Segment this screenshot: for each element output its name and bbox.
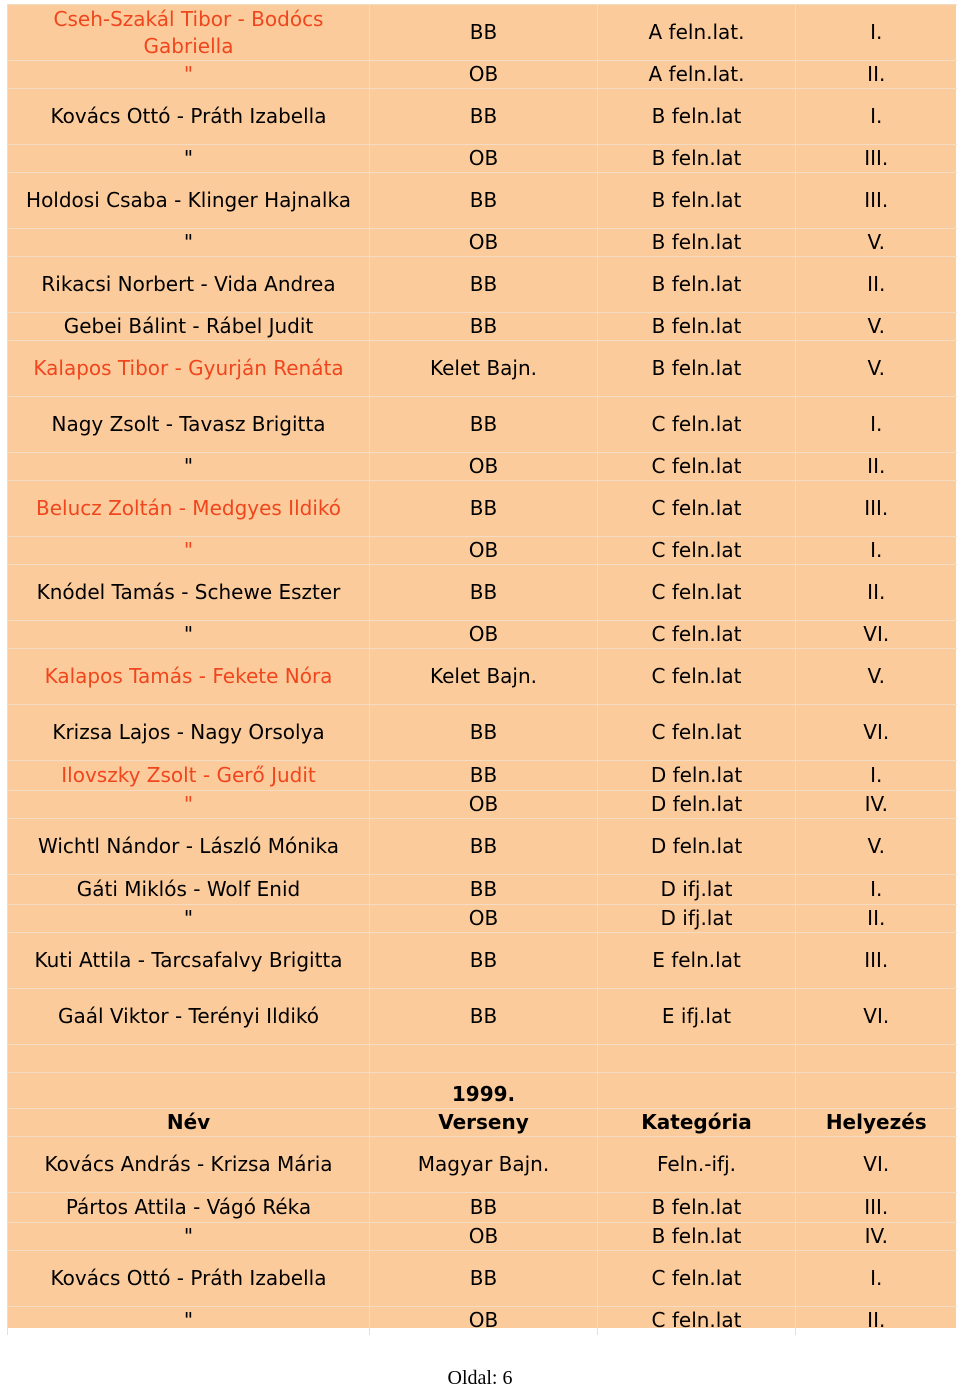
table-row bbox=[8, 875, 957, 905]
couple-name-cell: Gaál Viktor - Terényi Ildikó bbox=[8, 989, 370, 1045]
spacer-row bbox=[8, 1045, 957, 1073]
table-row bbox=[8, 1251, 957, 1307]
placement-cell: II. bbox=[796, 1307, 957, 1335]
category-cell: B feln.lat bbox=[598, 229, 796, 257]
couple-name-cell: Gebei Bálint - Rábel Judit bbox=[8, 313, 370, 341]
couple-name-cell: Gáti Miklós - Wolf Enid bbox=[8, 875, 370, 905]
category-cell: C feln.lat bbox=[598, 1307, 796, 1335]
table-row bbox=[8, 257, 957, 313]
couple-name-cell: Krizsa Lajos - Nagy Orsolya bbox=[8, 705, 370, 761]
placement-cell: I. bbox=[796, 5, 957, 61]
category-cell: B feln.lat bbox=[598, 1193, 796, 1223]
placement-cell: III. bbox=[796, 481, 957, 537]
year-row bbox=[8, 1073, 957, 1109]
placement-cell: V. bbox=[796, 229, 957, 257]
header-placement: Helyezés bbox=[796, 1109, 957, 1137]
page-footer: Oldal: 6 bbox=[447, 1367, 513, 1389]
header-row bbox=[8, 1109, 957, 1137]
couple-name-cell: " bbox=[8, 453, 370, 481]
table-row bbox=[8, 537, 957, 565]
category-cell: Feln.-ifj. bbox=[598, 1137, 796, 1193]
category-cell: C feln.lat bbox=[598, 621, 796, 649]
table-row bbox=[8, 1307, 957, 1335]
competition-cell: BB bbox=[370, 819, 598, 875]
table-row bbox=[8, 649, 957, 705]
header-name: Név bbox=[8, 1109, 370, 1137]
results-table bbox=[7, 4, 957, 1335]
placement-cell: II. bbox=[796, 453, 957, 481]
couple-name-cell: Nagy Zsolt - Tavasz Brigitta bbox=[8, 397, 370, 453]
table-row bbox=[8, 89, 957, 145]
category-cell: E ifj.lat bbox=[598, 989, 796, 1045]
couple-name-cell: " bbox=[8, 229, 370, 257]
competition-cell: OB bbox=[370, 229, 598, 257]
table-row bbox=[8, 453, 957, 481]
couple-name-cell: Knódel Tamás - Schewe Eszter bbox=[8, 565, 370, 621]
placement-cell: II. bbox=[796, 905, 957, 933]
placement-cell: I. bbox=[796, 89, 957, 145]
couple-name-cell: Kuti Attila - Tarcsafalvy Brigitta bbox=[8, 933, 370, 989]
header-category: Kategória bbox=[598, 1109, 796, 1137]
table-row bbox=[8, 61, 957, 89]
placement-cell: V. bbox=[796, 819, 957, 875]
competition-cell: BB bbox=[370, 933, 598, 989]
competition-cell: Kelet Bajn. bbox=[370, 649, 598, 705]
couple-name-cell: " bbox=[8, 61, 370, 89]
competition-cell: BB bbox=[370, 761, 598, 791]
placement-cell: III. bbox=[796, 933, 957, 989]
category-cell: C feln.lat bbox=[598, 1251, 796, 1307]
year-heading: 1999. bbox=[370, 1073, 598, 1109]
category-cell: C feln.lat bbox=[598, 649, 796, 705]
table-row bbox=[8, 565, 957, 621]
table-row bbox=[8, 761, 957, 791]
category-cell: C feln.lat bbox=[598, 397, 796, 453]
category-cell: B feln.lat bbox=[598, 313, 796, 341]
table-row bbox=[8, 145, 957, 173]
placement-cell: I. bbox=[796, 397, 957, 453]
category-cell: B feln.lat bbox=[598, 341, 796, 397]
category-cell: C feln.lat bbox=[598, 705, 796, 761]
competition-cell: BB bbox=[370, 1251, 598, 1307]
competition-cell: BB bbox=[370, 313, 598, 341]
couple-name-cell: " bbox=[8, 791, 370, 819]
couple-name-cell: Kovács Ottó - Práth Izabella bbox=[8, 89, 370, 145]
competition-cell: BB bbox=[370, 173, 598, 229]
couple-name-cell: Cseh-Szakál Tibor - Bodócs Gabriella bbox=[8, 5, 370, 61]
placement-cell: V. bbox=[796, 341, 957, 397]
table-row bbox=[8, 1137, 957, 1193]
category-cell: B feln.lat bbox=[598, 145, 796, 173]
table-row bbox=[8, 229, 957, 257]
table-row bbox=[8, 313, 957, 341]
placement-cell: II. bbox=[796, 565, 957, 621]
competition-cell: BB bbox=[370, 481, 598, 537]
couple-name-cell: Holdosi Csaba - Klinger Hajnalka bbox=[8, 173, 370, 229]
table-row bbox=[8, 341, 957, 397]
table-row bbox=[8, 481, 957, 537]
category-cell: D feln.lat bbox=[598, 761, 796, 791]
couple-name-cell: Kalapos Tamás - Fekete Nóra bbox=[8, 649, 370, 705]
placement-cell: I. bbox=[796, 761, 957, 791]
competition-cell: OB bbox=[370, 791, 598, 819]
competition-cell: Magyar Bajn. bbox=[370, 1137, 598, 1193]
placement-cell: IV. bbox=[796, 1223, 957, 1251]
couple-name-cell: " bbox=[8, 905, 370, 933]
couple-name-cell: " bbox=[8, 1223, 370, 1251]
header-competition: Verseny bbox=[370, 1109, 598, 1137]
category-cell: B feln.lat bbox=[598, 89, 796, 145]
couple-name-cell: " bbox=[8, 621, 370, 649]
table-row bbox=[8, 621, 957, 649]
placement-cell: VI. bbox=[796, 1137, 957, 1193]
placement-cell: V. bbox=[796, 649, 957, 705]
placement-cell: I. bbox=[796, 875, 957, 905]
table-row bbox=[8, 989, 957, 1045]
category-cell: C feln.lat bbox=[598, 565, 796, 621]
couple-name-cell: Belucz Zoltán - Medgyes Ildikó bbox=[8, 481, 370, 537]
competition-cell: BB bbox=[370, 1193, 598, 1223]
competition-cell: OB bbox=[370, 1307, 598, 1335]
table-row bbox=[8, 5, 957, 61]
couple-name-cell: " bbox=[8, 537, 370, 565]
category-cell: C feln.lat bbox=[598, 453, 796, 481]
placement-cell: VI. bbox=[796, 621, 957, 649]
placement-cell: V. bbox=[796, 313, 957, 341]
table-row bbox=[8, 173, 957, 229]
table-row bbox=[8, 905, 957, 933]
competition-cell: BB bbox=[370, 397, 598, 453]
competition-cell: OB bbox=[370, 905, 598, 933]
placement-cell: II. bbox=[796, 257, 957, 313]
couple-name-cell: " bbox=[8, 145, 370, 173]
category-cell: D feln.lat bbox=[598, 791, 796, 819]
category-cell: D feln.lat bbox=[598, 819, 796, 875]
competition-cell: BB bbox=[370, 875, 598, 905]
couple-name-cell: Kovács András - Krizsa Mária bbox=[8, 1137, 370, 1193]
table-row bbox=[8, 933, 957, 989]
couple-name-cell: Kovács Ottó - Práth Izabella bbox=[8, 1251, 370, 1307]
competition-cell: BB bbox=[370, 989, 598, 1045]
category-cell: D ifj.lat bbox=[598, 875, 796, 905]
competition-cell: OB bbox=[370, 537, 598, 565]
competition-cell: BB bbox=[370, 89, 598, 145]
table-row bbox=[8, 397, 957, 453]
competition-cell: BB bbox=[370, 257, 598, 313]
competition-cell: BB bbox=[370, 705, 598, 761]
table-row bbox=[8, 1223, 957, 1251]
competition-cell: OB bbox=[370, 1223, 598, 1251]
couple-name-cell: " bbox=[8, 1307, 370, 1335]
competition-cell: Kelet Bajn. bbox=[370, 341, 598, 397]
category-cell: B feln.lat bbox=[598, 173, 796, 229]
competition-cell: OB bbox=[370, 453, 598, 481]
couple-name-cell: Rikacsi Norbert - Vida Andrea bbox=[8, 257, 370, 313]
placement-cell: VI. bbox=[796, 989, 957, 1045]
placement-cell: III. bbox=[796, 145, 957, 173]
couple-name-cell: Wichtl Nándor - László Mónika bbox=[8, 819, 370, 875]
category-cell: B feln.lat bbox=[598, 257, 796, 313]
category-cell: A feln.lat. bbox=[598, 61, 796, 89]
table-row bbox=[8, 705, 957, 761]
competition-cell: BB bbox=[370, 5, 598, 61]
table-row bbox=[8, 819, 957, 875]
placement-cell: II. bbox=[796, 61, 957, 89]
placement-cell: I. bbox=[796, 1251, 957, 1307]
table-row bbox=[8, 791, 957, 819]
competition-cell: BB bbox=[370, 565, 598, 621]
competition-cell: OB bbox=[370, 145, 598, 173]
category-cell: B feln.lat bbox=[598, 1223, 796, 1251]
category-cell: D ifj.lat bbox=[598, 905, 796, 933]
category-cell: C feln.lat bbox=[598, 537, 796, 565]
category-cell: A feln.lat. bbox=[598, 5, 796, 61]
couple-name-cell: Ilovszky Zsolt - Gerő Judit bbox=[8, 761, 370, 791]
category-cell: C feln.lat bbox=[598, 481, 796, 537]
placement-cell: III. bbox=[796, 1193, 957, 1223]
couple-name-cell: Pártos Attila - Vágó Réka bbox=[8, 1193, 370, 1223]
table-row bbox=[8, 1193, 957, 1223]
category-cell: E feln.lat bbox=[598, 933, 796, 989]
competition-cell: OB bbox=[370, 61, 598, 89]
placement-cell: IV. bbox=[796, 791, 957, 819]
placement-cell: III. bbox=[796, 173, 957, 229]
couple-name-cell: Kalapos Tibor - Gyurján Renáta bbox=[8, 341, 370, 397]
competition-cell: OB bbox=[370, 621, 598, 649]
placement-cell: VI. bbox=[796, 705, 957, 761]
placement-cell: I. bbox=[796, 537, 957, 565]
